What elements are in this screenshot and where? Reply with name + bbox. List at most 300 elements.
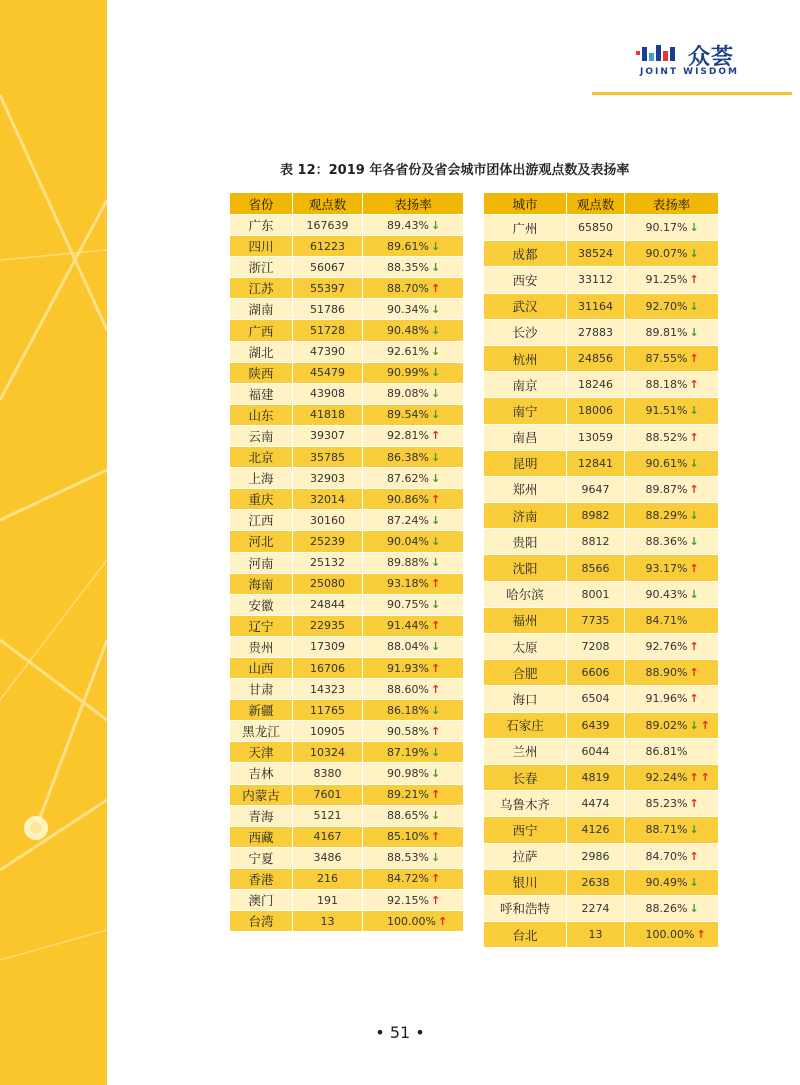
table-row xyxy=(484,215,718,241)
trend-arrow-icon: ↑ xyxy=(430,577,441,591)
region-name: 上海 xyxy=(230,468,292,489)
region-name: 湖南 xyxy=(230,299,292,320)
praise-rate: 90.17% xyxy=(645,221,688,235)
opinion-count: 51786 xyxy=(292,299,362,320)
trend-arrow-icon: ↓ xyxy=(689,247,699,261)
region-name: 广州 xyxy=(484,215,566,241)
opinion-count: 13 xyxy=(292,911,362,932)
region-name: 西宁 xyxy=(484,817,566,843)
praise-rate: 88.70% xyxy=(387,281,429,295)
praise-rate: 86.38% xyxy=(387,450,429,464)
praise-rate: 88.36% xyxy=(645,535,688,549)
trend-arrow-icon: ↓ xyxy=(689,535,699,549)
praise-rate-cell xyxy=(624,608,718,634)
trend-arrow-icon: ↑ xyxy=(689,692,699,706)
opinion-count: 17309 xyxy=(292,637,362,658)
praise-rate: 91.51% xyxy=(645,404,688,418)
praise-rate-cell xyxy=(624,582,718,608)
table-row xyxy=(230,574,463,595)
trend-arrow-icon: ↓ ↑ xyxy=(689,718,710,732)
praise-rate-cell xyxy=(624,765,718,791)
opinion-count: 30160 xyxy=(292,510,362,531)
trend-arrow-icon: ↓ xyxy=(689,587,699,601)
opinion-count: 56067 xyxy=(292,257,362,278)
trend-arrow-icon: ↑ xyxy=(689,849,699,863)
praise-rate: 86.18% xyxy=(387,703,429,717)
region-name: 河北 xyxy=(230,531,292,552)
opinion-count: 12841 xyxy=(566,451,624,477)
trend-arrow-icon: ↓ xyxy=(430,513,441,527)
trend-arrow-icon: ↑ xyxy=(689,378,699,392)
praise-rate: 90.34% xyxy=(387,302,429,316)
praise-rate-cell xyxy=(624,870,718,896)
praise-rate-cell xyxy=(624,372,718,398)
trend-arrow-icon: ↓ xyxy=(430,345,441,359)
praise-rate-cell xyxy=(624,267,718,293)
praise-rate-cell xyxy=(362,679,463,700)
praise-rate-cell xyxy=(362,405,463,426)
table-row xyxy=(230,806,463,827)
province-table-body xyxy=(230,215,463,932)
table-row xyxy=(484,294,718,320)
trend-arrow-icon: ↓ xyxy=(689,509,699,523)
region-name: 西藏 xyxy=(230,827,292,848)
praise-rate-cell xyxy=(362,742,463,763)
praise-rate: 91.93% xyxy=(387,661,429,675)
opinion-count: 2986 xyxy=(566,844,624,870)
trend-arrow-icon: ↑ xyxy=(689,482,699,496)
praise-rate-cell xyxy=(624,477,718,503)
opinion-count: 18006 xyxy=(566,398,624,424)
opinion-count: 24844 xyxy=(292,595,362,616)
region-name: 广西 xyxy=(230,320,292,341)
region-name: 江苏 xyxy=(230,278,292,299)
region-name: 昆明 xyxy=(484,451,566,477)
table-row xyxy=(230,363,463,384)
praise-rate: 88.53% xyxy=(387,851,429,865)
praise-rate: 91.96% xyxy=(645,692,688,706)
region-name: 武汉 xyxy=(484,294,566,320)
table-row xyxy=(230,447,463,468)
region-name: 合肥 xyxy=(484,660,566,686)
opinion-count: 32014 xyxy=(292,489,362,510)
praise-rate: 88.52% xyxy=(645,430,688,444)
praise-rate: 87.19% xyxy=(387,745,429,759)
trend-arrow-icon: ↑ xyxy=(689,640,699,654)
praise-rate-cell xyxy=(624,922,718,948)
region-name: 内蒙古 xyxy=(230,785,292,806)
trend-arrow-icon: ↑ xyxy=(430,893,441,907)
praise-rate: 88.35% xyxy=(387,260,429,274)
trend-arrow-icon: ↓ xyxy=(430,766,441,780)
praise-rate: 88.26% xyxy=(645,901,688,915)
opinion-count: 7601 xyxy=(292,785,362,806)
praise-rate: 84.70% xyxy=(645,849,688,863)
table-row xyxy=(484,503,718,529)
table-row xyxy=(484,686,718,712)
opinion-count: 13 xyxy=(566,922,624,948)
praise-rate: 85.10% xyxy=(387,830,429,844)
region-name: 海南 xyxy=(230,574,292,595)
region-name: 四川 xyxy=(230,236,292,257)
praise-rate-cell xyxy=(362,489,463,510)
opinion-count: 216 xyxy=(292,869,362,890)
praise-rate: 88.29% xyxy=(645,509,688,523)
table-row xyxy=(230,869,463,890)
trend-arrow-icon: ↓ xyxy=(430,450,441,464)
opinion-count: 8982 xyxy=(566,503,624,529)
praise-rate-cell xyxy=(362,890,463,911)
opinion-count: 43908 xyxy=(292,384,362,405)
table-row xyxy=(230,468,463,489)
trend-arrow-icon: ↓ xyxy=(430,471,441,485)
table-row xyxy=(230,658,463,679)
region-name: 福建 xyxy=(230,384,292,405)
region-name: 杭州 xyxy=(484,346,566,372)
trend-arrow-icon: ↓ xyxy=(430,745,441,759)
praise-rate: 87.62% xyxy=(387,471,429,485)
region-name: 乌鲁木齐 xyxy=(484,791,566,817)
praise-rate: 89.21% xyxy=(387,788,429,802)
trend-arrow-icon: ↓ xyxy=(689,901,699,915)
praise-rate-cell xyxy=(624,294,718,320)
table-row xyxy=(230,405,463,426)
opinion-count: 8566 xyxy=(566,555,624,581)
table-row xyxy=(484,346,718,372)
praise-rate: 85.23% xyxy=(645,797,688,811)
praise-rate-cell xyxy=(624,241,718,267)
table-row xyxy=(230,785,463,806)
praise-rate-cell xyxy=(362,763,463,784)
table-row xyxy=(230,679,463,700)
praise-rate: 90.98% xyxy=(387,766,429,780)
region-name: 浙江 xyxy=(230,257,292,278)
decorative-sidebar xyxy=(0,0,107,1085)
opinion-count: 25239 xyxy=(292,531,362,552)
region-name: 广东 xyxy=(230,215,292,236)
trend-arrow-icon: ↑ xyxy=(689,666,699,680)
table-row xyxy=(230,278,463,299)
opinion-count: 22935 xyxy=(292,616,362,637)
region-name: 安徽 xyxy=(230,595,292,616)
page-number: • 51 • xyxy=(375,1023,425,1042)
praise-rate-cell xyxy=(362,911,463,932)
praise-rate: 92.24% xyxy=(645,771,688,785)
opinion-count: 61223 xyxy=(292,236,362,257)
region-name: 拉萨 xyxy=(484,844,566,870)
opinion-count: 2638 xyxy=(566,870,624,896)
opinion-count: 4474 xyxy=(566,791,624,817)
table-row xyxy=(230,426,463,447)
praise-rate-cell xyxy=(362,236,463,257)
table-row xyxy=(230,848,463,869)
opinion-count: 5121 xyxy=(292,806,362,827)
praise-rate: 100.00% xyxy=(645,928,695,942)
region-name: 哈尔滨 xyxy=(484,582,566,608)
praise-rate-cell xyxy=(624,844,718,870)
trend-arrow-icon: ↓ xyxy=(689,456,699,470)
table-row xyxy=(484,896,718,922)
praise-rate-cell xyxy=(362,299,463,320)
praise-rate: 90.43% xyxy=(645,587,688,601)
praise-rate: 87.55% xyxy=(645,352,688,366)
praise-rate: 89.61% xyxy=(387,239,429,253)
region-name: 贵州 xyxy=(230,637,292,658)
region-name: 呼和浩特 xyxy=(484,896,566,922)
table-row xyxy=(484,241,718,267)
header-rate: 表扬率 xyxy=(362,193,463,215)
praise-rate-cell xyxy=(624,320,718,346)
opinion-count: 38524 xyxy=(566,241,624,267)
trend-arrow-icon: ↑ xyxy=(430,788,441,802)
table-row xyxy=(230,510,463,531)
table-row xyxy=(484,870,718,896)
opinion-count: 16706 xyxy=(292,658,362,679)
opinion-count: 25132 xyxy=(292,553,362,574)
trend-arrow-icon: ↓ xyxy=(430,387,441,401)
opinion-count: 191 xyxy=(292,890,362,911)
praise-rate: 88.60% xyxy=(387,682,429,696)
table-row xyxy=(484,529,718,555)
trend-arrow-icon: ↓ xyxy=(430,556,441,570)
praise-rate-cell xyxy=(362,785,463,806)
header-count: 观点数 xyxy=(292,193,362,215)
praise-rate: 92.81% xyxy=(387,429,429,443)
table-row xyxy=(230,320,463,341)
header-rate: 表扬率 xyxy=(624,193,718,215)
praise-rate: 90.86% xyxy=(387,492,429,506)
opinion-count: 7735 xyxy=(566,608,624,634)
praise-rate: 90.48% xyxy=(387,324,429,338)
opinion-count: 4819 xyxy=(566,765,624,791)
trend-arrow-icon: ↓ xyxy=(430,598,441,612)
region-name: 陕西 xyxy=(230,363,292,384)
city-table xyxy=(484,193,718,948)
opinion-count: 6044 xyxy=(566,739,624,765)
table-row xyxy=(230,700,463,721)
trend-arrow-icon: ↓ xyxy=(689,221,699,235)
region-name: 澳门 xyxy=(230,890,292,911)
table-row xyxy=(484,922,718,948)
table-row xyxy=(484,320,718,346)
trend-arrow-icon: ↑ xyxy=(430,492,441,506)
region-name: 南京 xyxy=(484,372,566,398)
table-row xyxy=(230,236,463,257)
praise-rate: 93.18% xyxy=(387,577,429,591)
opinion-count: 7208 xyxy=(566,634,624,660)
region-name: 重庆 xyxy=(230,489,292,510)
praise-rate: 92.70% xyxy=(645,299,688,313)
praise-rate: 91.44% xyxy=(387,619,429,633)
region-name: 银川 xyxy=(484,870,566,896)
region-name: 贵阳 xyxy=(484,529,566,555)
trend-arrow-icon: ↓ xyxy=(430,809,441,823)
table-title: 表 12：2019 年各省份及省会城市团体出游观点数及表扬率 xyxy=(280,163,630,178)
praise-rate: 88.04% xyxy=(387,640,429,654)
opinion-count: 65850 xyxy=(566,215,624,241)
region-name: 吉林 xyxy=(230,763,292,784)
table-row xyxy=(230,384,463,405)
opinion-count: 11765 xyxy=(292,700,362,721)
table-row xyxy=(484,267,718,293)
table-row xyxy=(484,425,718,451)
table-row xyxy=(230,890,463,911)
opinion-count: 10905 xyxy=(292,721,362,742)
region-name: 江西 xyxy=(230,510,292,531)
praise-rate: 89.87% xyxy=(645,482,688,496)
region-name: 香港 xyxy=(230,869,292,890)
praise-rate-cell xyxy=(624,791,718,817)
praise-rate: 90.07% xyxy=(645,247,688,261)
praise-rate-cell xyxy=(362,700,463,721)
praise-rate-cell xyxy=(624,529,718,555)
region-name: 长沙 xyxy=(484,320,566,346)
opinion-count: 6606 xyxy=(566,660,624,686)
opinion-count: 33112 xyxy=(566,267,624,293)
trend-arrow-icon: ↓ xyxy=(689,325,699,339)
praise-rate-cell xyxy=(624,425,718,451)
praise-rate-cell xyxy=(362,278,463,299)
praise-rate-cell xyxy=(362,257,463,278)
opinion-count: 10324 xyxy=(292,742,362,763)
opinion-count: 2274 xyxy=(566,896,624,922)
table-row xyxy=(484,634,718,660)
praise-rate-cell xyxy=(362,342,463,363)
table-row xyxy=(230,763,463,784)
praise-rate-cell xyxy=(624,451,718,477)
trend-arrow-icon: ↓ xyxy=(689,299,699,313)
table-row xyxy=(230,637,463,658)
table-row xyxy=(230,299,463,320)
table-row xyxy=(230,531,463,552)
region-name: 云南 xyxy=(230,426,292,447)
praise-rate: 87.24% xyxy=(387,513,429,527)
praise-rate-cell xyxy=(624,346,718,372)
trend-arrow-icon: ↓ xyxy=(430,239,441,253)
opinion-count: 8812 xyxy=(566,529,624,555)
brand-name-cn: 众荟 xyxy=(688,45,735,70)
praise-rate: 92.15% xyxy=(387,893,429,907)
trend-arrow-icon: ↓ xyxy=(430,302,441,316)
region-name: 太原 xyxy=(484,634,566,660)
table-row xyxy=(230,721,463,742)
trend-arrow-icon: ↑ xyxy=(430,830,441,844)
praise-rate: 100.00% xyxy=(387,914,436,928)
trend-arrow-icon: ↑ ↑ xyxy=(689,771,710,785)
praise-rate: 92.61% xyxy=(387,345,429,359)
table-row xyxy=(484,477,718,503)
opinion-count: 167639 xyxy=(292,215,362,236)
table-row xyxy=(230,616,463,637)
trend-arrow-icon: ↓ xyxy=(430,366,441,380)
trend-arrow-icon: ↓ xyxy=(430,703,441,717)
praise-rate: 90.61% xyxy=(645,456,688,470)
praise-rate-cell xyxy=(624,817,718,843)
table-row xyxy=(230,342,463,363)
praise-rate-cell xyxy=(624,739,718,765)
table-row xyxy=(484,451,718,477)
table-row xyxy=(484,817,718,843)
region-name: 宁夏 xyxy=(230,848,292,869)
opinion-count: 55397 xyxy=(292,278,362,299)
table-row xyxy=(230,827,463,848)
city-table-header xyxy=(484,193,718,215)
table-row xyxy=(484,765,718,791)
praise-rate-cell xyxy=(362,637,463,658)
region-name: 福州 xyxy=(484,608,566,634)
praise-rate: 88.65% xyxy=(387,809,429,823)
trend-arrow-icon: ↑ xyxy=(430,619,441,633)
praise-rate: 88.71% xyxy=(645,823,688,837)
praise-rate: 89.08% xyxy=(387,387,429,401)
brand-name-en: JOINT WISDOM xyxy=(640,67,739,77)
opinion-count: 47390 xyxy=(292,342,362,363)
region-name: 辽宁 xyxy=(230,616,292,637)
region-name: 石家庄 xyxy=(484,713,566,739)
table-row xyxy=(230,595,463,616)
praise-rate: 89.54% xyxy=(387,408,429,422)
praise-rate-cell xyxy=(624,398,718,424)
praise-rate: 93.17% xyxy=(645,561,688,575)
opinion-count: 27883 xyxy=(566,320,624,346)
opinion-count: 8380 xyxy=(292,763,362,784)
region-name: 海口 xyxy=(484,686,566,712)
table-row xyxy=(484,372,718,398)
praise-rate-cell xyxy=(362,848,463,869)
sidebar-pattern xyxy=(0,0,107,1085)
region-name: 郑州 xyxy=(484,477,566,503)
opinion-count: 14323 xyxy=(292,679,362,700)
praise-rate-cell xyxy=(362,827,463,848)
praise-rate-cell xyxy=(362,426,463,447)
region-name: 北京 xyxy=(230,447,292,468)
trend-arrow-icon: ↑ xyxy=(430,872,441,886)
opinion-count: 39307 xyxy=(292,426,362,447)
praise-rate-cell xyxy=(624,634,718,660)
opinion-count: 4126 xyxy=(566,817,624,843)
region-name: 湖北 xyxy=(230,342,292,363)
opinion-count: 24856 xyxy=(566,346,624,372)
trend-arrow-icon: ↑ xyxy=(430,724,441,738)
region-name: 台湾 xyxy=(230,911,292,932)
opinion-count: 32903 xyxy=(292,468,362,489)
praise-rate: 90.49% xyxy=(645,875,688,889)
trend-arrow-icon: ↑ xyxy=(689,561,699,575)
province-table xyxy=(230,193,463,932)
trend-arrow-icon: ↑ xyxy=(430,682,441,696)
trend-arrow-icon: ↑ xyxy=(689,430,699,444)
city-table-body xyxy=(484,215,718,948)
region-name: 青海 xyxy=(230,806,292,827)
praise-rate: 88.90% xyxy=(645,666,688,680)
table-row xyxy=(230,911,463,932)
region-name: 新疆 xyxy=(230,700,292,721)
trend-arrow-icon: ↑ xyxy=(430,429,441,443)
table-row xyxy=(484,791,718,817)
table-row xyxy=(484,739,718,765)
trend-arrow-icon: ↓ xyxy=(430,260,441,274)
table-row xyxy=(484,608,718,634)
praise-rate: 90.04% xyxy=(387,534,429,548)
praise-rate: 89.81% xyxy=(645,325,688,339)
praise-rate-cell xyxy=(362,869,463,890)
trend-arrow-icon: ↓ xyxy=(689,875,699,889)
opinion-count: 51728 xyxy=(292,320,362,341)
praise-rate-cell xyxy=(362,510,463,531)
region-name: 河南 xyxy=(230,553,292,574)
praise-rate: 90.75% xyxy=(387,598,429,612)
trend-arrow-icon: ↓ xyxy=(430,534,441,548)
